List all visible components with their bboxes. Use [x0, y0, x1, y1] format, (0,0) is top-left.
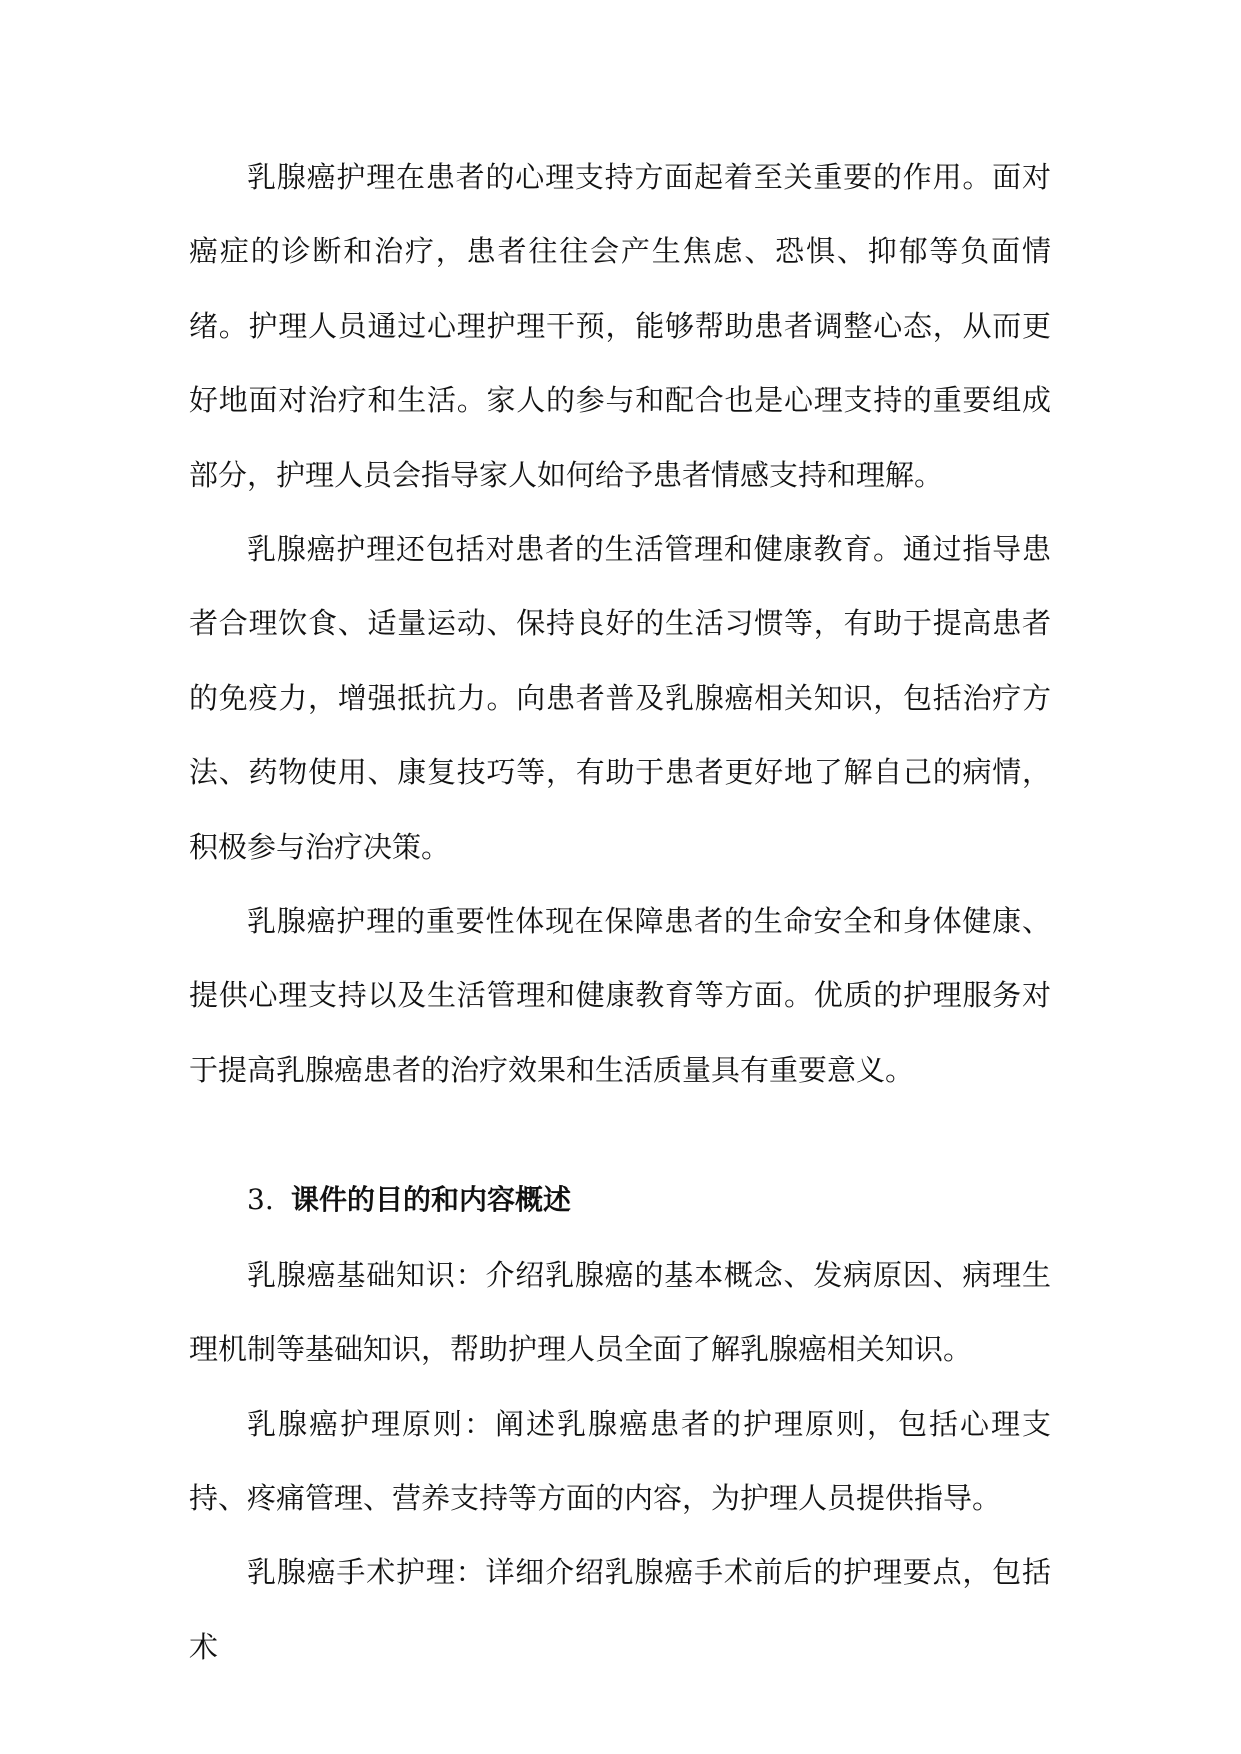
paragraph-surgical-nursing: 乳腺癌手术护理：详细介绍乳腺癌手术前后的护理要点，包括术 — [189, 1555, 1051, 1664]
paragraph-nursing-principles: 乳腺癌护理原则：阐述乳腺癌患者的护理原则，包括心理支持、疼痛管理、营养支持等方面的内容，为护理人员提供指导。 — [189, 1406, 1051, 1515]
paragraph-basic-knowledge: 乳腺癌基础知识：介绍乳腺癌的基本概念、发病原因、病理生理机制等基础知识，帮助护理人员全面了解乳腺癌相关知识。 — [189, 1257, 1051, 1367]
paragraph-life-management: 乳腺癌护理还包括对患者的生活管理和健康教育。通过指导患者合理饮食、适量运动、保持良好的生活习惯等，有助于提高患者的免疫力，增强抵抗力。向患者普及乳腺癌相关知识，包括治疗方法、药物使用、康复技巧等，有助于患者更好地了解自己的病情，积极参与治疗决策。 — [189, 532, 1051, 864]
section-spacer — [189, 1107, 1051, 1163]
section-title: 课件的目的和内容概述 — [291, 1183, 572, 1217]
paragraph-psychological-support: 乳腺癌护理在患者的心理支持方面起着至关重要的作用。面对癌症的诊断和治疗，患者往往会产生焦虑、恐惧、抑郁等负面情绪。护理人员通过心理护理干预，能够帮助患者调整心态，从而更好地面对治疗和生活。家人的参与和配合也是心理支持的重要组成部分，护理人员会指导家人如何给予患者情感支持和理解。 — [189, 160, 1051, 492]
document-body — [189, 140, 1051, 1684]
paragraph-importance-summary: 乳腺癌护理的重要性体现在保障患者的生命安全和身体健康、提供心理支持以及生活管理和健康教育等方面。优质的护理服务对于提高乳腺癌患者的治疗效果和生活质量具有重要意义。 — [189, 904, 1051, 1087]
section-heading — [189, 1163, 1051, 1237]
section-number: 3. — [247, 1183, 274, 1217]
